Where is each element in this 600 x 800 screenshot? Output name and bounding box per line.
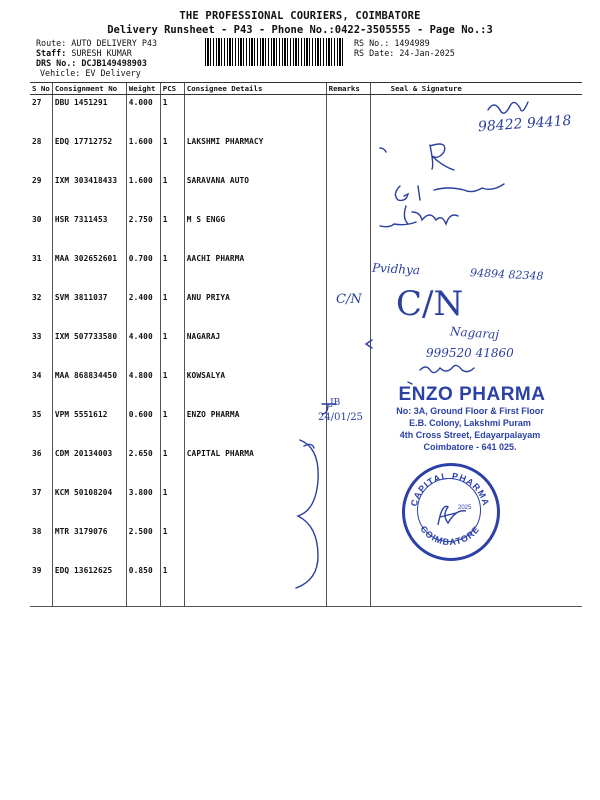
stamp-address-line-2: E.B. Colony, Lakshmi Puram	[409, 418, 531, 428]
cell-sno: 29	[32, 176, 42, 185]
cell-sno: 32	[32, 293, 42, 302]
col-sno: S No	[30, 83, 52, 95]
handwritten-date: 24/01/25	[318, 412, 363, 423]
bracket-brace	[296, 440, 318, 588]
cell-sno: 37	[32, 488, 42, 497]
cell-consignee: M S ENGG	[184, 212, 326, 251]
rs-number: RS No.: 1494989	[354, 38, 430, 48]
cell-weight: 4.400	[126, 329, 160, 368]
seal-lettering	[402, 463, 494, 555]
cell-pcs: 1	[160, 524, 184, 563]
cell-pcs: 1	[160, 95, 184, 135]
cell-consignee: AACHI PHARMA	[184, 251, 326, 290]
cell-weight: 1.600	[126, 134, 160, 173]
cell-weight: 0.600	[126, 407, 160, 446]
cell-consignment: SVM 3811037	[52, 290, 126, 329]
cell-weight: 2.500	[126, 524, 160, 563]
cell-consignment: MTR 3179076	[52, 524, 126, 563]
cell-weight: 3.800	[126, 485, 160, 524]
cell-pcs: 1	[160, 212, 184, 251]
cell-consignment: VPM 5551612	[52, 407, 126, 446]
cell-consignment: DBU 1451291	[52, 95, 126, 135]
cell-consignee: SARAVANA AUTO	[184, 173, 326, 212]
cell-sno: 34	[32, 371, 42, 380]
stamp-address-line-1: No: 3A, Ground Floor & First Floor	[396, 406, 544, 416]
handwritten-phone-1: 98422 94418	[477, 112, 572, 136]
handwritten-name-row-31: Pvidhya	[371, 260, 421, 278]
cell-consignment: KCM 50108204	[52, 485, 126, 524]
cell-pcs: 1	[160, 134, 184, 173]
cell-sno: 35	[32, 410, 42, 419]
svg-text:CAPITAL PHARMA	[409, 471, 492, 507]
cell-weight: 4.800	[126, 368, 160, 407]
cell-consignment: IXM 303418433	[52, 173, 126, 212]
handwritten-cn-signature: C/N	[396, 284, 464, 324]
cell-consignee: KOWSALYA	[184, 368, 326, 407]
signature-row-27	[488, 102, 528, 113]
col-remarks: Remarks	[326, 83, 370, 95]
handwritten-name-nagaraj: Nagaraj	[449, 324, 500, 342]
rs-date: RS Date: 24-Jan-2025	[354, 48, 455, 58]
cell-sno: 31	[32, 254, 42, 263]
cell-pcs: 1	[160, 251, 184, 290]
cell-sno: 27	[32, 98, 42, 107]
seal-top-text: CAPITAL PHARMA	[408, 470, 492, 508]
company-name: THE PROFESSIONAL COURIERS, COIMBATORE	[179, 10, 421, 22]
cell-sno: 28	[32, 137, 42, 146]
col-weight: Weight	[126, 83, 160, 95]
cell-consignment: MAA 868834450	[52, 368, 126, 407]
cell-pcs: 1	[160, 407, 184, 446]
handwritten-jb: JB	[330, 398, 341, 408]
handwritten-phone-3: 999520 41860	[426, 346, 514, 360]
cell-consignee: NAGARAJ	[184, 329, 326, 368]
drs-number: DCJB149498903	[81, 58, 147, 68]
cell-sno: 39	[30, 563, 52, 607]
staff-label: Staff:	[36, 48, 67, 58]
cell-weight: 0.700	[126, 251, 160, 290]
staff-name: SURESH KUMAR	[71, 48, 132, 58]
cell-sno: 30	[32, 215, 42, 224]
stamp-address-line-4: Coimbatore - 641 025.	[423, 442, 517, 452]
signature-row-28	[380, 144, 454, 170]
seal-bottom-text: COIMBATORE	[418, 523, 482, 548]
svg-text:COIMBATORE	[418, 524, 481, 547]
cell-weight: 4.000	[126, 95, 160, 135]
col-consignment: Consignment No	[52, 83, 126, 95]
cell-pcs: 1	[160, 563, 184, 607]
round-seal	[402, 463, 500, 561]
cell-consignment: EDQ 13612625	[52, 563, 126, 607]
cell-weight: 2.400	[126, 290, 160, 329]
cell-consignment: MAA 302652601	[52, 251, 126, 290]
cell-sno: 33	[32, 332, 42, 341]
cell-consignment: HSR 7311453	[52, 212, 126, 251]
handwritten-phone-2: 94894 82348	[469, 266, 544, 283]
cell-pcs: 1	[160, 446, 184, 485]
signature-row-33	[366, 340, 372, 348]
cell-pcs: 1	[160, 485, 184, 524]
signature-row-34	[408, 365, 474, 384]
cell-consignee: CAPITAL PHARMA	[184, 446, 326, 485]
cell-consignee: ANU PRIYA	[184, 290, 326, 329]
vehicle-line: Vehicle: EV Delivery	[40, 68, 141, 78]
runsheet-title: Delivery Runsheet - P43 - Phone No.:0422-3505555 - Page No.:3	[107, 24, 493, 36]
seal-date: 2025	[458, 505, 472, 511]
col-consignee: Consignee Details	[184, 83, 326, 95]
drs-label: DRS No.:	[36, 58, 77, 68]
cell-sno: 38	[32, 527, 42, 536]
signature-row-29	[395, 184, 504, 200]
cell-pcs: 1	[160, 173, 184, 212]
cell-weight: 1.600	[126, 173, 160, 212]
cell-consignment: CDM 20134003	[52, 446, 126, 485]
signature-row-30	[380, 206, 458, 227]
cell-weight: 2.750	[126, 212, 160, 251]
col-pcs: PCS	[160, 83, 184, 95]
cell-sno: 36	[32, 449, 42, 458]
cell-consignment: EDQ 17712752	[52, 134, 126, 173]
stamp-address-line-3: 4th Cross Street, Edayarpalayam	[399, 430, 541, 440]
handwritten-cn-remark: C/N	[336, 292, 362, 307]
cell-pcs: 1	[160, 329, 184, 368]
cell-pcs: 1	[160, 290, 184, 329]
cell-consignment: IXM 507733580	[52, 329, 126, 368]
stamp-company-name: ENZO PHARMA	[398, 384, 546, 405]
cell-weight: 2.650	[126, 446, 160, 485]
cell-weight: 0.850	[126, 563, 160, 607]
route-line: Route: AUTO DELIVERY P43	[36, 38, 158, 48]
cell-consignee: ENZO PHARMA	[184, 407, 326, 446]
cell-pcs: 1	[160, 368, 184, 407]
col-seal-signature: Seal & Signature	[370, 83, 582, 95]
cell-consignee: LAKSHMI PHARMACY	[184, 134, 326, 173]
